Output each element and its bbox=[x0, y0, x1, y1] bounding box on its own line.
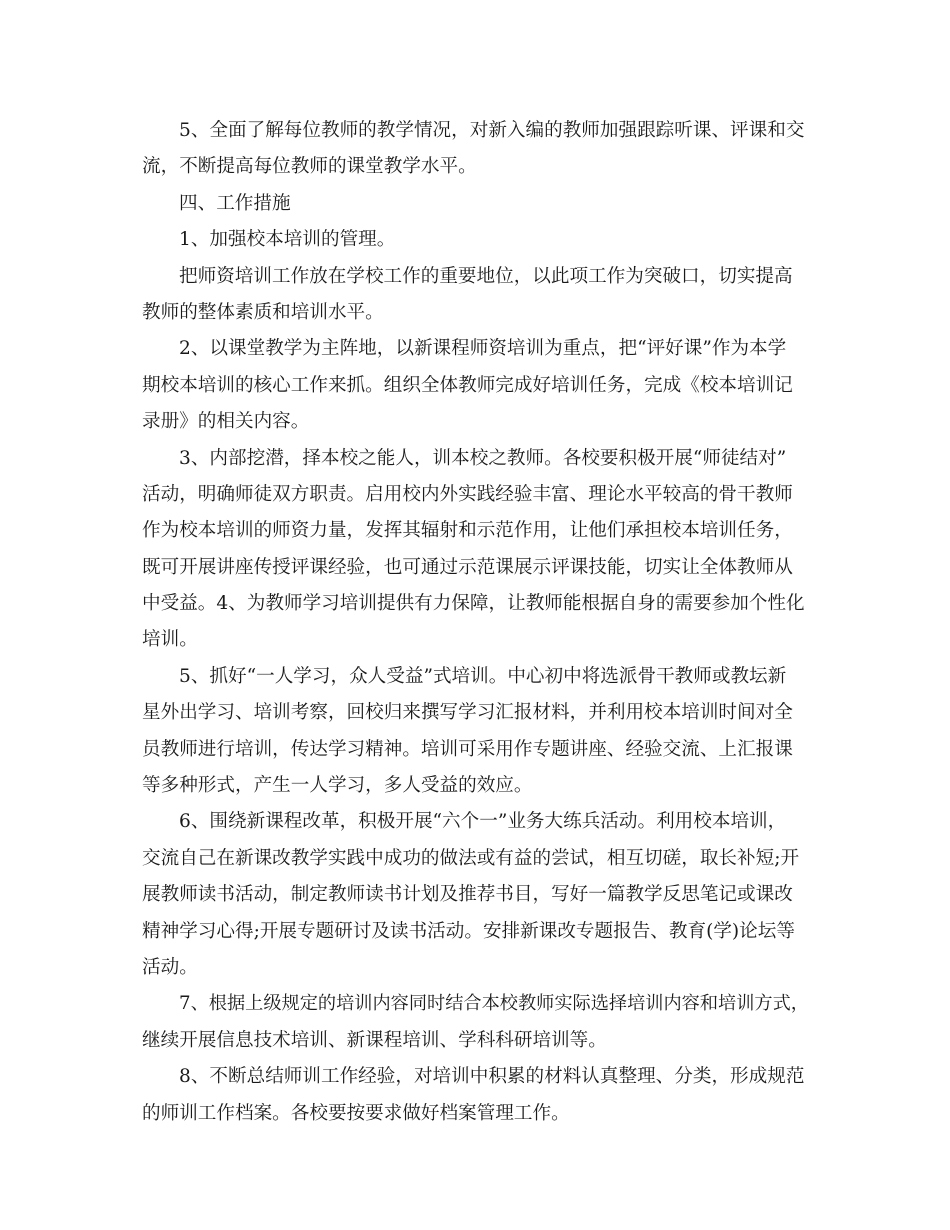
text-line: 活动，明确师徒双方职责。启用校内外实践经验丰富、理论水平较高的骨干教师 bbox=[142, 483, 793, 505]
text-line: 2、以课堂教学为主阵地，以新课程师资培训为重点，把“评好课”作为本学 bbox=[179, 338, 787, 360]
text-line: 期校本培训的核心工作来抓。组织全体教师完成好培训任务，完成《校本培训记 bbox=[142, 374, 793, 396]
text-line: 5、抓好“一人学习，众人受益”式培训。中心初中将选派骨干教师或教坛新 bbox=[179, 665, 787, 687]
text-line: 6、围绕新课程改革，积极开展“六个一”业务大练兵活动。利用校本培训， bbox=[179, 811, 787, 833]
text-line: 教师的整体素质和培训水平。 bbox=[142, 301, 384, 323]
text-line: 交流自己在新课改教学实践中成功的做法或有益的尝试，相互切磋，取长补短;开 bbox=[142, 847, 800, 869]
text-line: 精神学习心得;开展专题研讨及读书活动。安排新课改专题报告、教育(学)论坛等 bbox=[142, 920, 795, 942]
text-line: 中受益。4、为教师学习培训提供有力保障，让教师能根据自身的需要参加个性化 bbox=[142, 593, 805, 615]
text-line: 7、根据上级规定的培训内容同时结合本校教师实际选择培训内容和培训方式， bbox=[179, 993, 809, 1015]
text-line: 展教师读书活动，制定教师读书计划及推荐书目，写好一篇教学反思笔记或课改 bbox=[142, 884, 793, 906]
text-line: 培训。 bbox=[142, 629, 198, 651]
text-line: 录册》的相关内容。 bbox=[142, 411, 310, 433]
text-line: 等多种形式，产生一人学习，多人受益的效应。 bbox=[142, 775, 533, 797]
text-line: 流，不断提高每位教师的课堂教学水平。 bbox=[142, 156, 477, 178]
document-body bbox=[142, 113, 810, 1132]
text-line: 既可开展讲座传授评课经验，也可通过示范课展示评课技能，切实让全体教师从 bbox=[142, 556, 793, 578]
text-line: 星外出学习、培训考察，回校归来撰写学习汇报材料，并利用校本培训时间对全 bbox=[142, 702, 793, 724]
text-line: 3、内部挖潜，择本校之能人，训本校之教师。各校要积极开展“师徒结对” bbox=[179, 447, 787, 469]
text-line: 四、工作措施 bbox=[179, 192, 291, 214]
text-line: 继续开展信息技术培训、新课程培训、学科科研培训等。 bbox=[142, 1029, 607, 1051]
text-line: 员教师进行培训，传达学习精神。培训可采用作专题讲座、经验交流、上汇报课 bbox=[142, 738, 793, 760]
text-line: 8、不断总结师训工作经验，对培训中积累的材料认真整理、分类，形成规范 bbox=[179, 1066, 805, 1088]
text-line: 活动。 bbox=[142, 956, 198, 978]
text-line: 的师训工作档案。各校要按要求做好档案管理工作。 bbox=[142, 1102, 570, 1124]
text-line: 把师资培训工作放在学校工作的重要地位，以此项工作为突破口，切实提高 bbox=[179, 265, 793, 287]
text-line: 1、加强校本培训的管理。 bbox=[179, 229, 396, 251]
text-line: 5、全面了解每位教师的教学情况，对新入编的教师加强跟踪听课、评课和交 bbox=[179, 120, 805, 141]
text-line: 作为校本培训的师资力量，发挥其辐射和示范作用，让他们承担校本培训任务， bbox=[142, 520, 793, 542]
